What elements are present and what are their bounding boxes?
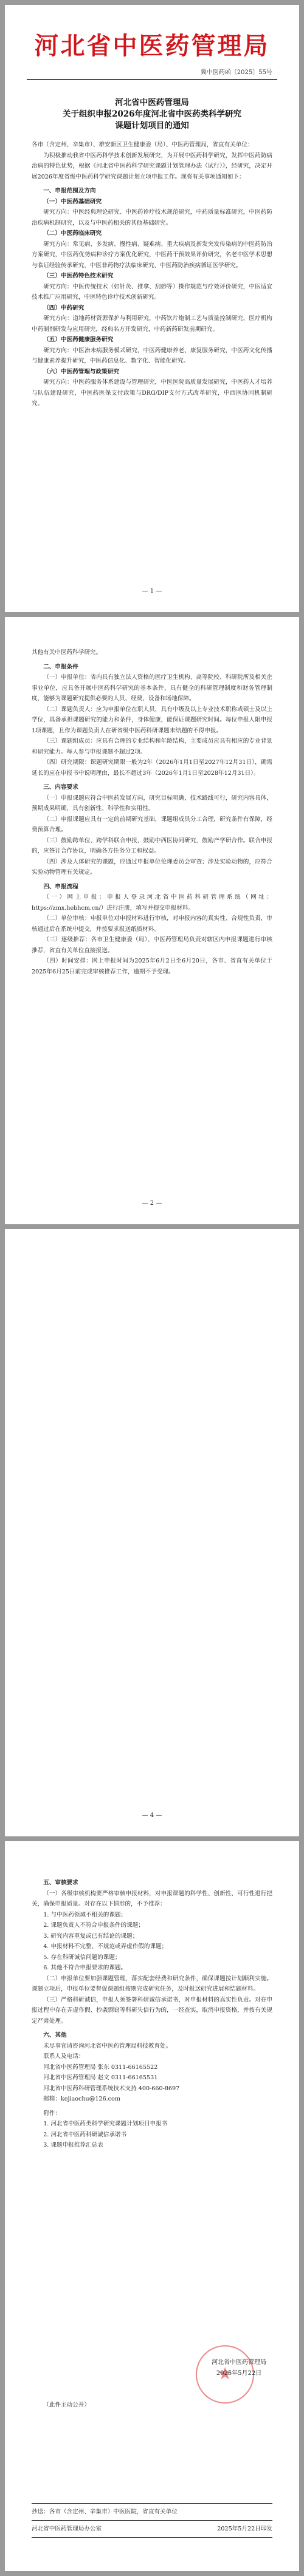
paragraph: 研究方向：中医经典理论研究、中医药诊疗技术规范研究，中药质量标准研究，中医药防治疾病机制研究，以及与中医药相关的其他基础研究。 bbox=[32, 209, 272, 227]
divider-line bbox=[32, 2503, 272, 2504]
paragraph: （一）网上申报：申报人登录河北省中医药科研管理系统（网址：https://zmx.hebhcm.cn/）进行注册，填写并提交申报材料。 bbox=[32, 894, 272, 911]
divider-line bbox=[32, 2537, 272, 2538]
paragraph: （二）课题负责人：应为申报单位在职人员，具有中级及以上专业技术职称或硕士及以上学位，具备承担课题研究的能力和条件，身体健康，能保证课题研究时间。每位申报人限申报1项课题，且作为课题负责人在研省级中医药科研课题未结题的不得申报。 bbox=[32, 706, 272, 734]
cc-label: 抄送： bbox=[32, 2509, 49, 2515]
section-heading: 三、内容要求 bbox=[43, 784, 78, 791]
subsection-heading: （六）中医药管理与政策研究 bbox=[43, 368, 119, 375]
document-page-1 bbox=[5, 5, 299, 612]
issue-date: 2025年5月22日印发 bbox=[217, 2526, 272, 2532]
paragraph: 研究方向：中医治未病服务模式研究，中医药健康养老、康复服务研究，中医药文化传播与健康素养提升研究，中医药信息化、数字化、智能化研究。 bbox=[32, 347, 272, 364]
list-item: 2. 课题负责人不符合申报条件的课题； bbox=[43, 1922, 144, 1929]
page-number: — 1 — bbox=[142, 588, 162, 595]
attachment-item: 3. 课题申报推荐汇总表 bbox=[43, 2142, 103, 2148]
section-heading: 六、其他 bbox=[43, 2032, 67, 2039]
document-page-4 bbox=[5, 1841, 299, 2571]
subsection-heading: （二）中医药临床研究 bbox=[43, 230, 102, 237]
page-4-body bbox=[32, 1878, 272, 2151]
section-heading: 一、申报范围及方向 bbox=[43, 188, 96, 194]
paragraph: 研究方向：常见病、多发病、慢性病、疑难病、重大疾病及新发突发传染病的中医药防治方案研究，中医药优势病种诊疗方案优化研究，中医药干预效果评价研究，名老中医学术思想与临证经验传承研究，中医非药物疗法临床研究，中医药防治疾病循证医学研究。 bbox=[32, 240, 272, 269]
disclosure-note-wrap bbox=[32, 2400, 272, 2411]
doc-number: 冀中医药函〔2025〕55号 bbox=[200, 69, 272, 76]
subsection-heading: （一）中医药基础研究 bbox=[43, 198, 102, 205]
document-page-3 bbox=[5, 1229, 299, 1836]
list-item: 4. 申报材料不完整、不规范或弄虚作假的课题； bbox=[43, 1943, 168, 1950]
divider-line bbox=[32, 2520, 272, 2521]
sign-org: 河北省中医药管理局 bbox=[212, 2359, 266, 2366]
paragraph: （一）各级审核机构要严格审核申报材料，对申报课题的科学性、创新性、可行性进行把关，确保申报质量。对存在以下情形的，不予推荐： bbox=[32, 1890, 272, 1907]
paragraph: （二）申报课题应具有一定的前期研究基础，课题组成员分工合理，研究条件有保障，经费预算合理。 bbox=[32, 816, 272, 833]
contact-line: 邮箱：kejiaochu@126.com bbox=[43, 2096, 120, 2102]
paragraph: 其他有关中医药科学研究。 bbox=[32, 649, 102, 656]
contact-line: 河北省中医药科研管理系统技术支持 400-660-8697 bbox=[43, 2085, 180, 2092]
contact-title: 联系人及电话： bbox=[43, 2053, 85, 2060]
document-page-2 bbox=[5, 617, 299, 1224]
list-item: 3. 研究内容重复或已有结论的课题； bbox=[43, 1932, 139, 1940]
paragraph: 研究方向：中医药服务体系建设与管理研究，中医医院高质量发展研究，中医药人才培养与队伍建设研究，中医药医保支付政策与DRG/DIP支付方式改革研究，中西医协同机制研究。 bbox=[32, 379, 272, 407]
section-heading: 二、申报条件 bbox=[43, 663, 78, 670]
list-item: 1. 与中医药领域不相关的课题； bbox=[43, 1911, 127, 1918]
paragraph: （四）涉及人体研究的课题，应通过申报单位伦理委员会审查；涉及实验动物的，应符合实验动物管理有关规定。 bbox=[32, 858, 272, 876]
paragraph: 研究方向：中医传统技术（如针灸、推拿、刮痧等）操作规范与疗效评价研究，中医适宜技术推广应用研究，中医特色诊疗技术创新研究。 bbox=[32, 283, 272, 301]
paragraph: （一）申报单位：省内具有独立法人资格的医疗卫生机构、高等院校、科研院所及相关企事业单位，应具备开展中医药科学研究的基本条件，具有健全的科研管理制度和财务管理制度，能够为课题研究提供必要的人员、经费、设备和场地保障。 bbox=[32, 674, 272, 702]
issuer: 河北省中医药管理局办公室 bbox=[32, 2526, 102, 2532]
paragraph: （二）申报单位要加强课题管理，落实配套经费和研究条件，确保课题按计划顺利实施。课题立项后，申报单位要督促课题组按期完成研究任务，及时报送研究进展和结题材料。 bbox=[32, 1975, 272, 1992]
paragraph: （三）逐级推荐：各市卫生健康委（局）、中医药管理局负责对辖区内申报课题进行审核推荐，省直有关单位直接报送。 bbox=[32, 936, 272, 954]
title-line-3: 课题计划项目的通知 bbox=[115, 121, 189, 131]
page-2-body bbox=[32, 647, 272, 977]
subsection-heading: （四）中药研究 bbox=[43, 304, 85, 312]
subsection-heading: （五）中医药健康服务研究 bbox=[43, 336, 114, 343]
subsection-heading: （三）中医药特色技术研究 bbox=[43, 273, 114, 279]
salutation: 各市（含定州、辛集市）、雄安新区卫生健康委（局）、中医药管理局，省直有关单位： bbox=[32, 141, 254, 148]
paragraph: （一）申报课题应符合中医药发展方向，研究目标明确，技术路线可行，研究内容具体，预期成果明确，具有创新性、科学性和实用性。 bbox=[32, 794, 272, 812]
intro-paragraph: 为积极推动我省中医药科学技术创新发展研究，为开展中医药科学研究，发挥中医药防病治病的特色优势，根据《河北省中医药科学研究课题计划管理办法（试行）》，经研究，决定开展2026年度省级中医药科学研究课题计划立项申报工作。现将有关事项通知如下： bbox=[32, 152, 272, 180]
cc-text: 各市（含定州、辛集市）中医医院，省直有关单位 bbox=[49, 2509, 178, 2515]
page-number: — 4 — bbox=[142, 1812, 162, 1819]
cc-row bbox=[32, 2507, 272, 2515]
masthead: 河北省中医药管理局 bbox=[34, 32, 270, 60]
paragraph: （三）课题组成员：应具有合理的专业结构和年龄结构，主要成员应具有相应的专业背景和研究能力。每人参与申报课题不超过2项。 bbox=[32, 738, 272, 755]
signature-block bbox=[212, 2357, 266, 2379]
contact-line: 河北省中医药管理局 张东 0311-66165522 bbox=[43, 2063, 158, 2071]
sign-date: 2025年5月22日 bbox=[216, 2370, 262, 2377]
attachment-item: 2. 河北省中医药科研诚信承诺书 bbox=[43, 2131, 127, 2138]
paragraph: （三）严格科研诚信，申报人须签署科研诚信承诺书，对申报材料的真实性负责。对在申报过程中存在弄虚作假、抄袭剽窃等科研失信行为的，一经查实，取消申报资格，并按有关规定严肃处理。 bbox=[32, 1996, 272, 2025]
red-divider bbox=[27, 79, 277, 80]
attachment-item: 1. 河北省中医药类科学研究课题计划项目申报书 bbox=[43, 2121, 168, 2127]
section-heading: 五、审核要求 bbox=[43, 1879, 78, 1886]
disclosure-note: （此件主动公开） bbox=[43, 2402, 90, 2408]
title-line-1: 河北省中医药管理局 bbox=[115, 98, 189, 107]
paragraph: （三）鼓励跨单位、跨学科联合申报，鼓励中西医协同研究，鼓励产学研合作。联合申报的，应签订合作协议，明确各方任务分工和权益。 bbox=[32, 837, 272, 854]
paragraph: （二）单位审核：申报单位对申报材料进行审核，对申报内容的真实性、合规性负责，审核通过后在系统中提交，并按要求报送纸质材料。 bbox=[32, 915, 272, 933]
list-item: 5. 存在科研诚信问题的课题； bbox=[43, 1954, 121, 1961]
title-line-2: 关于组织申报2026年度河北省中医药类科学研究 bbox=[62, 109, 242, 119]
list-item: 6. 其他不符合申报要求的课题。 bbox=[43, 1964, 127, 1971]
paragraph: （四）研究期限：课题研究期限一般为2年（2026年1月1日至2027年12月31日），确需延长的应在申报书中说明理由，最长不超过3年（2026年1月1日至2028年12月31日）。 bbox=[32, 759, 272, 777]
attachments-label: 附件： bbox=[43, 2110, 61, 2117]
paragraph: （四）时间安排：网上申报时间为2025年6月2日至6月20日，各市、省直有关单位于2025年6月25日前完成审核推荐工作，逾期不予受理。 bbox=[32, 958, 272, 975]
section-heading: 四、申报流程 bbox=[43, 883, 78, 890]
document-title bbox=[32, 97, 272, 132]
page-1-body bbox=[32, 140, 272, 409]
issue-row bbox=[32, 2524, 272, 2532]
contact-line: 河北省中医药管理局 赵文 0311-66165531 bbox=[43, 2074, 158, 2081]
paragraph: 未尽事宜请咨询河北省中医药管理局科技教育处。 bbox=[43, 2042, 172, 2050]
page-number: — 2 — bbox=[142, 1200, 162, 1207]
paragraph: 研究方向：道地药材资源保护与利用研究，中药饮片炮制工艺与质量控制研究，医疗机构中药制剂研发与应用研究，经典名方开发研究，中药新药研发前期研究。 bbox=[32, 315, 272, 333]
